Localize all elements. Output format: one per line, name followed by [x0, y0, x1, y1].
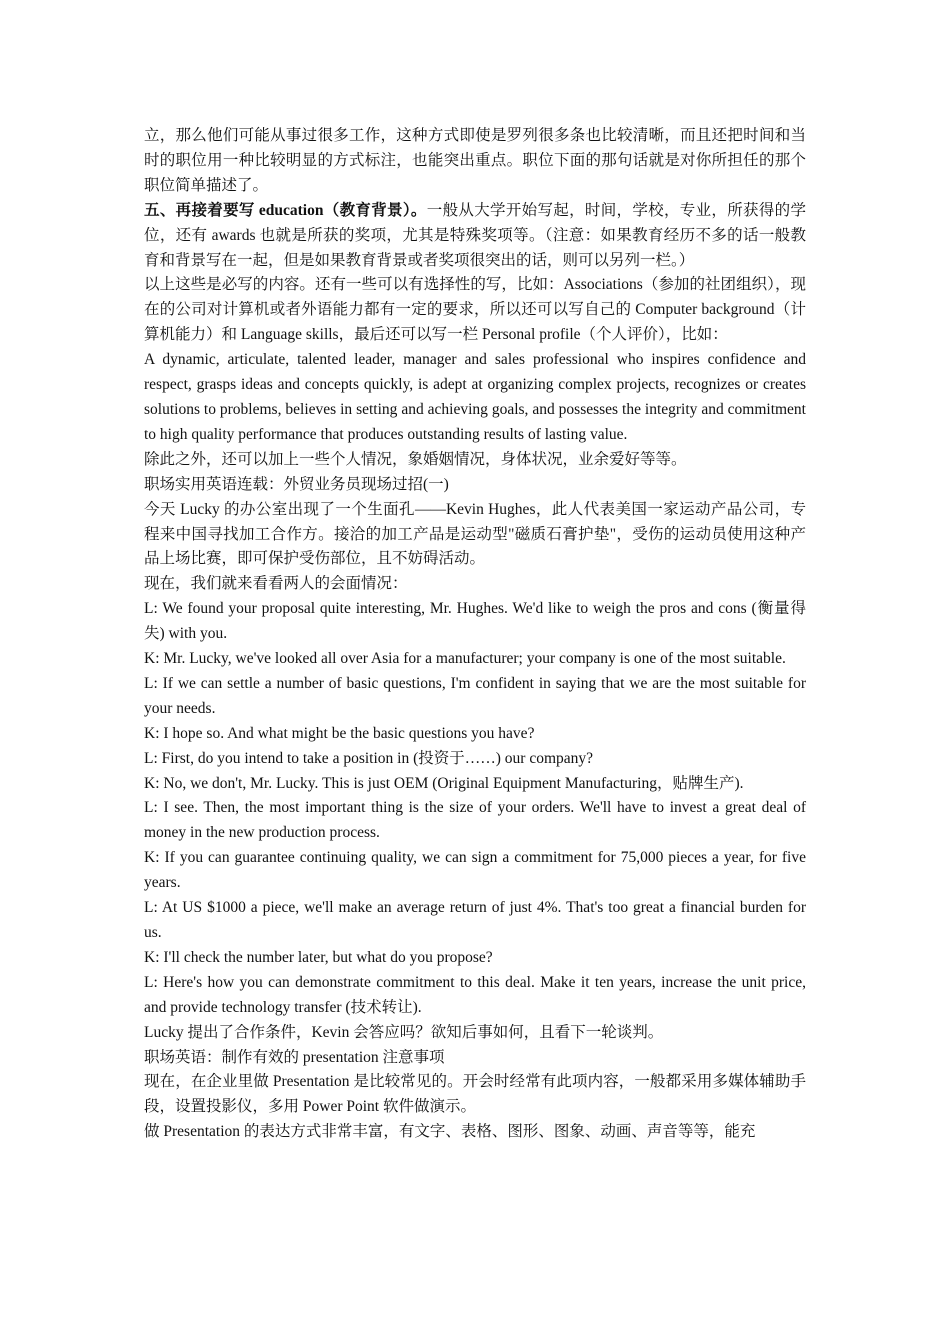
dialogue-line: K: I hope so. And what might be the basic questions you have? — [144, 724, 535, 742]
dialogue-line: K: I'll check the number later, but what do you propose? — [144, 948, 493, 966]
document-page — [144, 124, 806, 1145]
paragraph-job-listing-tail: 立，那么他们可能从事过很多工作，这种方式即使是罗列很多条也比较清晰，而且还把时间和当时的职位用一种比较明显的方式标注，也能突出重点。职位下面的那句话就是对你所担任的那个职位简单描述了。 — [144, 127, 806, 194]
dialogue-line: K: Mr. Lucky, we've looked all over Asia for a manufacturer; your company is one of the most suitable. — [144, 650, 786, 668]
paragraph-optional-items: 以上这些是必写的内容。还有一些可以有选择性的写，比如：Associations（参加的社团组织），现在的公司对计算机或者外语能力都有一定的要求，所以还可以写自己的 Computer background（计算机能力）和 Language skills，最后还可以写一栏 Personal profile（个人评价），比如： — [144, 276, 806, 344]
paragraph-education-body: 一般从大学开始写起，时间，学校，专业，所获得的学位，还有 awards 也就是所获的奖项，尤其是特殊奖项等。（注意：如果教育经历不多的话一般教育和背景写在一起，但是如果教育背景或者奖项很突出的话，则可以另列一栏。） — [144, 201, 806, 269]
dialogue-line: L: First, do you intend to take a position in (投资于……) our company? — [144, 749, 594, 767]
dialogue-line: L: I see. Then, the most important thing is the size of your orders. We'll have to invest a great deal of money in the new production process. — [144, 799, 806, 842]
paragraph-dialogue-outro: Lucky 提出了合作条件，Kevin 会答应吗？欲知后事如何，且看下一轮谈判。 — [144, 1023, 664, 1041]
dialogue-line: K: If you can guarantee continuing quality, we can sign a commitment for 75,000 pieces a year, for five years. — [144, 849, 806, 892]
dialogue-line: L: If we can settle a number of basic questions, I'm confident in saying that we are the most suitable for your needs. — [144, 674, 806, 717]
section-heading-education: 五、再接着要写 education（教育背景）。 — [144, 201, 427, 219]
paragraph-education-section — [144, 199, 806, 274]
dialogue-line: L: We found your proposal quite interesting, Mr. Hughes. We'd like to weigh the pros and cons (衡量得失) with you. — [144, 600, 806, 643]
article-title-trade-dialogue: 职场实用英语连载：外贸业务员现场过招(一) — [144, 475, 449, 493]
article-title-presentation: 职场英语：制作有效的 presentation 注意事项 — [144, 1048, 445, 1066]
dialogue-line: L: At US $1000 a piece, we'll make an average return of just 4%. That's too great a financial burden for us. — [144, 899, 806, 941]
dialogue-line: K: No, we don't, Mr. Lucky. This is just OEM (Original Equipment Manufacturing，贴牌生产). — [144, 774, 744, 792]
paragraph-personal-profile-example: A dynamic, articulate, talented leader, manager and sales professional who inspires confidence and respect, grasps ideas and concepts quickly, is adept at organizing complex projects, recognizes or creates solutions to problems, believes in setting and achieving goals, and possesses the integrity and commitment to high quality performance that produces outstanding results of lasting value. — [144, 351, 806, 443]
dialogue-line: L: Here's how you can demonstrate commitment to this deal. Make it ten years, increase the unit price, and provide technology transfer (技术转让). — [144, 973, 806, 1016]
paragraph-presentation-forms: 做 Presentation 的表达方式非常丰富，有文字、表格、图形、图象、动画、声音等等，能充 — [144, 1123, 756, 1141]
paragraph-dialogue-intro: 今天 Lucky 的办公室出现了一个生面孔——Kevin Hughes，此人代表美国一家运动产品公司，专程来中国寻找加工合作方。接洽的加工产品是运动型"磁质石膏护垫"，受伤的运动员使用这种产品上场比赛，即可保护受伤部位，且不妨碍活动。 — [144, 500, 806, 568]
paragraph-meeting-intro: 现在，我们就来看看两人的会面情况： — [144, 575, 408, 593]
paragraph-presentation-intro: 现在，在企业里做 Presentation 是比较常见的。开会时经常有此项内容，一般都采用多媒体辅助手段，设置投影仪，多用 Power Point 软件做演示。 — [144, 1073, 806, 1116]
paragraph-personal-info: 除此之外，还可以加上一些个人情况，象婚姻情况，身体状况，业余爱好等等。 — [144, 450, 687, 468]
